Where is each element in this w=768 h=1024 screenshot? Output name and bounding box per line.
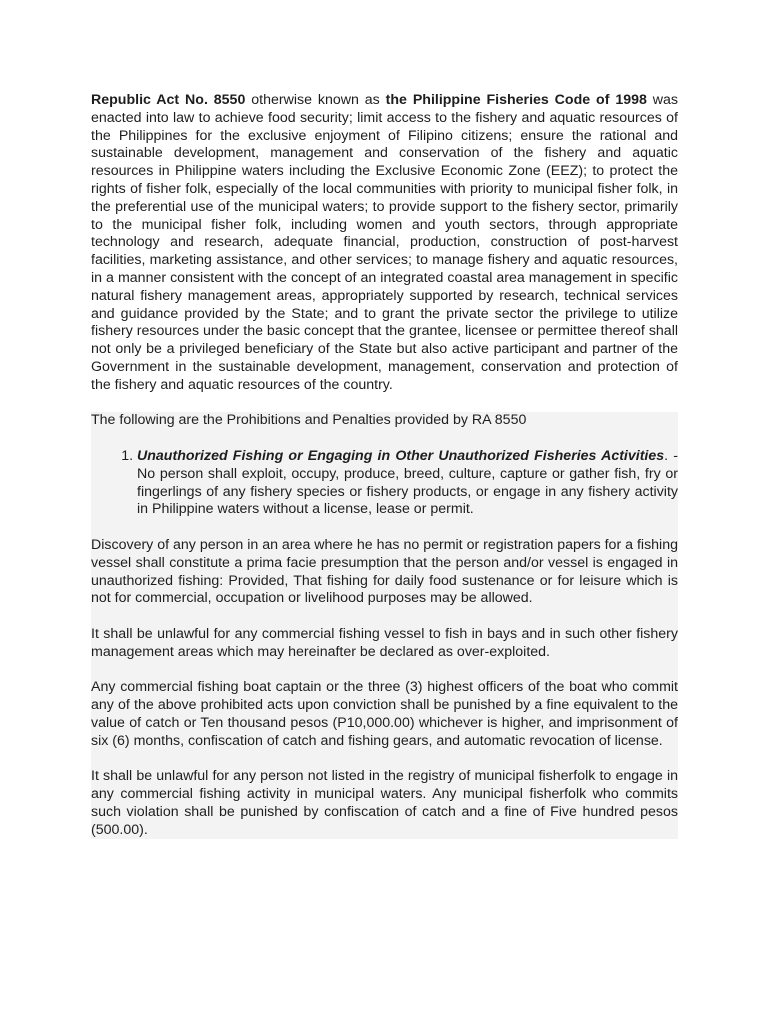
- code-name: the Philippine Fisheries Code of 1998: [385, 92, 647, 108]
- list-item-text: . - No person shall exploit, occupy, produce, breed, culture, capture or gather fish, fry or fingerlings of any fishery species or fishery products, or engage in any fishery activity in Philippine waters without a license, lease or permit.: [137, 447, 679, 518]
- prohibitions-list: [91, 448, 678, 519]
- known-as-text: otherwise known as: [245, 92, 386, 108]
- discovery-paragraph: Discovery of any person in an area where he has no permit or registration papers for a fishing vessel shall constitute a prima facie presumption that the person and/or vessel is engaged in unauthorized fishing: Provided, That fishing for daily food sustenance or for leisure which is not for commercial, occupation or livelihood purposes may be allowed.: [91, 536, 678, 607]
- shaded-section: [91, 412, 678, 839]
- list-item-title: Unauthorized Fishing or Engaging in Other Unauthorized Fisheries Activities: [137, 447, 665, 464]
- intro-body: was enacted into law to achieve food security; limit access to the fishery and aquatic resources of the Philippines for the exclusive enjoyment of Filipino citizens; ensure the rational and sustainable development, management and conservation of the fishery and aquatic resources in Philippine waters including the Exclusive Economic Zone (EEZ); to protect the rights of fisher folk, especially of the local communities with priority to municipal fisher folk, in the preferential use of the municipal waters; to provide support to the fishery sector, primarily to the municipal fisher folk, including women and youth sectors, through appropriate technology and research, adequate financial, production, construction of post-harvest facilities, marketing assistance, and other services; to manage fishery and aquatic resources, in a manner consistent with the concept of an integrated coastal area management in specific natural fishery management areas, appropriately supported by research, technical services and guidance provided by the State; and to grant the private sector the privilege to utilize fishery resources under the basic concept that the grantee, licensee or permittee thereof shall not only be a privileged beneficiary of the State but also active participant and partner of the Government in the sustainable development, management, conservation and protection of the fishery and aquatic resources of the country.: [91, 92, 679, 393]
- bays-paragraph: It shall be unlawful for any commercial fishing vessel to fish in bays and in such other fishery management areas which may hereinafter be declared as over-exploited.: [91, 625, 678, 660]
- act-name: Republic Act No. 8550: [91, 92, 246, 108]
- list-item: [137, 448, 678, 519]
- intro-paragraph: [91, 92, 678, 395]
- municipal-paragraph: It shall be unlawful for any person not listed in the registry of municipal fisherfolk to engage in any commercial fishing activity in municipal waters. Any municipal fisherfolk who commits such violation shall be punished by confiscation of catch and a fine of Five hundred pesos (500.00).: [91, 768, 678, 838]
- penalty-paragraph: Any commercial fishing boat captain or the three (3) highest officers of the boat who commit any of the above prohibited acts upon conviction shall be punished by a fine equivalent to the value of catch or Ten thousand pesos (P10,000.00) whichever is higher, and imprisonment of six (6) months, confiscation of catch and fishing gears, and automatic revocation of license.: [91, 679, 678, 749]
- document-body: [91, 92, 678, 839]
- lead-in-paragraph: The following are the Prohibitions and Penalties provided by RA 8550: [91, 412, 527, 429]
